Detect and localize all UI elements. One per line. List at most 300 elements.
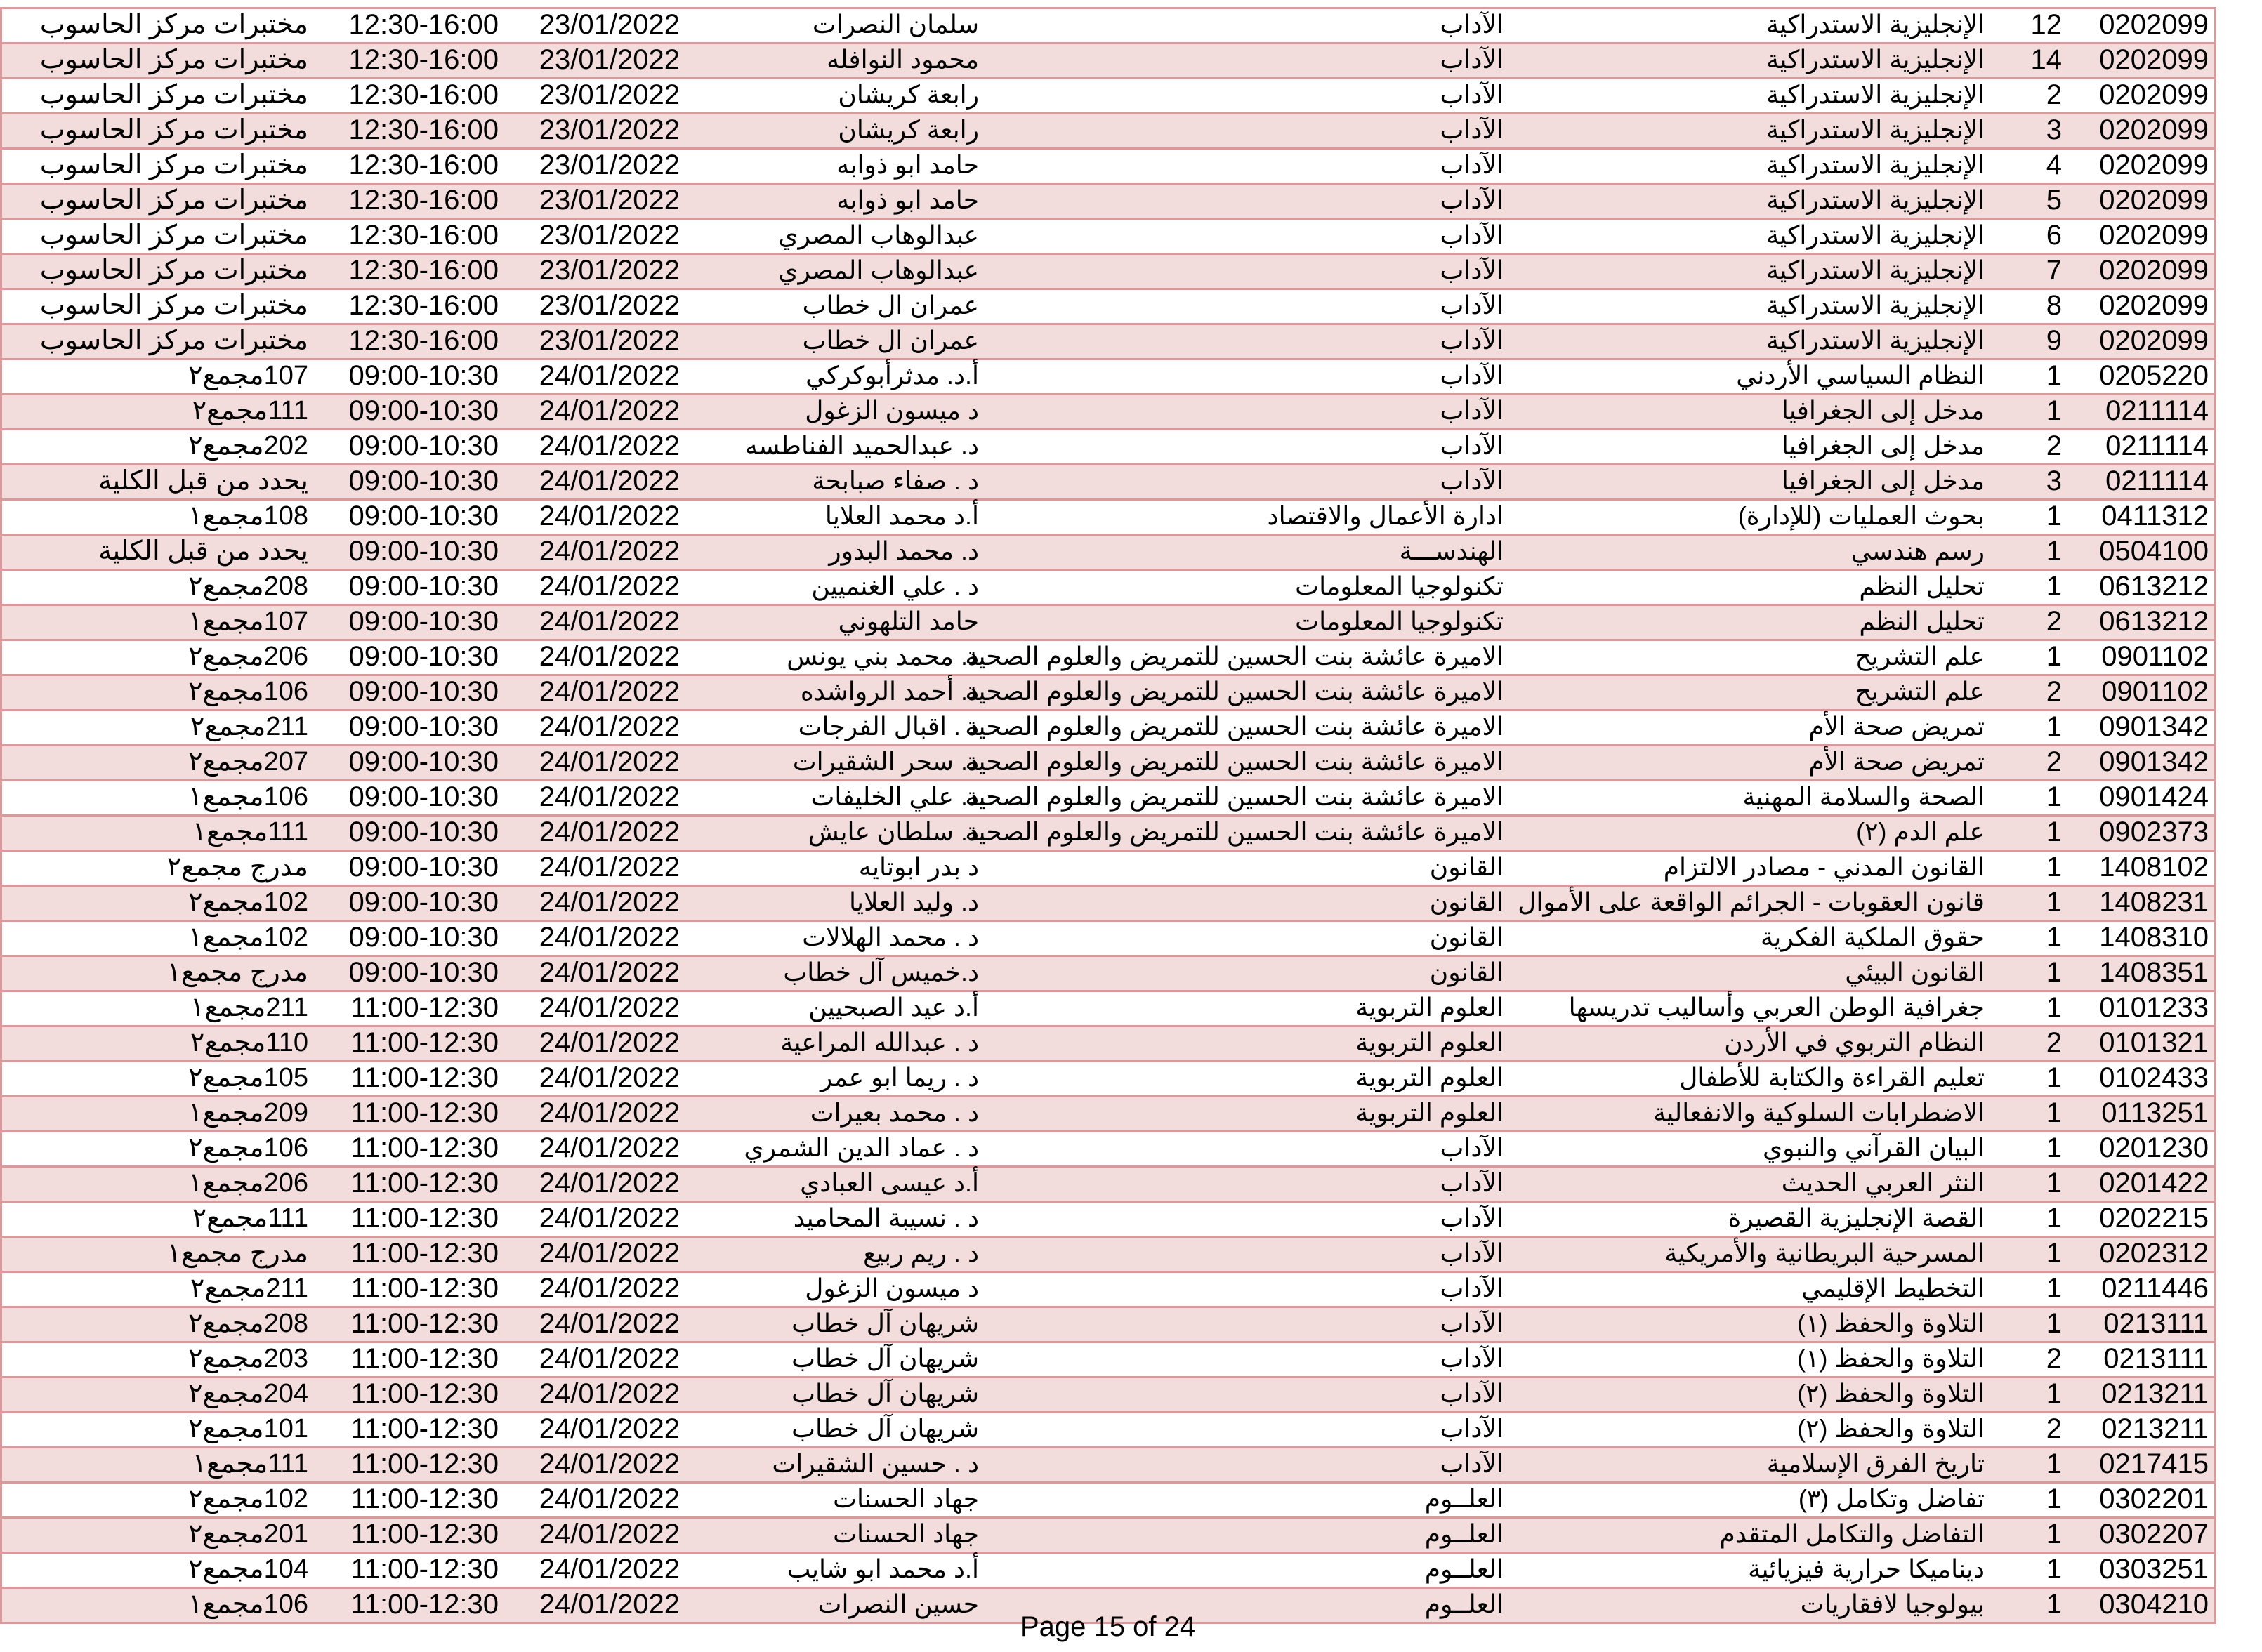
exam-date: 24/01/2022 xyxy=(539,887,680,918)
course-code: 0202099 xyxy=(2099,44,2209,75)
exam-time: 11:00-12:30 xyxy=(350,1343,499,1374)
exam-date: 23/01/2022 xyxy=(539,44,680,75)
exam-time: 09:00-10:30 xyxy=(348,676,499,707)
college-name: القانون xyxy=(1429,852,1504,881)
college-name: العلــوم xyxy=(1424,1484,1504,1513)
exam-room: يحدد من قبل الكلية xyxy=(98,536,308,566)
course-name: الإنجليزية الاستدراكية xyxy=(1766,150,1985,179)
course-name: الإنجليزية الاستدراكية xyxy=(1766,10,1985,39)
exam-room: 208مجمع٢ xyxy=(188,571,308,601)
exam-time: 12:30-16:00 xyxy=(348,290,499,321)
instructor-name: شريهان آل خطاب xyxy=(791,1344,979,1373)
college-name: الآداب xyxy=(1440,115,1504,144)
instructor-name: د . محمد الهلالات xyxy=(802,923,979,951)
course-code: 0901342 xyxy=(2099,711,2209,742)
exam-time: 09:00-10:30 xyxy=(348,430,499,461)
course-code: 0113251 xyxy=(2101,1097,2209,1128)
section-number: 1 xyxy=(2046,360,2062,391)
course-code: 0205220 xyxy=(2099,360,2209,391)
college-name: تكنولوجيا المعلومات xyxy=(1295,607,1504,635)
exam-date: 23/01/2022 xyxy=(539,150,680,180)
instructor-name: د. محمد بني يونس xyxy=(787,642,979,670)
course-code: 0213111 xyxy=(2103,1308,2209,1339)
course-code: 0901424 xyxy=(2099,781,2209,812)
instructor-name: د.خميس آل خطاب xyxy=(783,958,979,986)
instructor-name: د. علي الخليفات xyxy=(810,782,979,811)
table-row xyxy=(2,1484,2214,1519)
exam-time: 11:00-12:30 xyxy=(350,1203,499,1234)
exam-date: 24/01/2022 xyxy=(539,571,680,602)
instructor-name: د. أحمد الرواشده xyxy=(800,677,979,706)
college-name: الآداب xyxy=(1440,150,1504,179)
college-name: القانون xyxy=(1429,923,1504,951)
exam-date: 24/01/2022 xyxy=(539,641,680,672)
instructor-name: د . صفاء صبابحة xyxy=(812,466,979,495)
course-code: 0211114 xyxy=(2105,395,2209,426)
table-row xyxy=(2,606,2214,641)
course-name: البيان القرآني والنبوي xyxy=(1762,1133,1985,1162)
course-name: تفاضل وتكامل (٣) xyxy=(1798,1484,1985,1513)
college-name: العلوم التربوية xyxy=(1355,1098,1504,1127)
table-row xyxy=(2,746,2214,781)
exam-date: 24/01/2022 xyxy=(539,676,680,707)
exam-date: 23/01/2022 xyxy=(539,9,680,40)
course-name: تاريخ الفرق الإسلامية xyxy=(1766,1449,1985,1478)
course-name: الصحة والسلامة المهنية xyxy=(1742,782,1985,811)
instructor-name: شريهان آل خطاب xyxy=(791,1379,979,1408)
course-name: مدخل إلى الجغرافيا xyxy=(1781,431,1985,460)
course-name: التلاوة والحفظ (١) xyxy=(1797,1309,1985,1337)
course-code: 0302207 xyxy=(2099,1519,2209,1549)
exam-time: 11:00-12:30 xyxy=(350,1238,499,1269)
exam-time: 11:00-12:30 xyxy=(350,1519,499,1549)
course-code: 0202099 xyxy=(2099,9,2209,40)
table-row xyxy=(2,1378,2214,1413)
college-name: الاميرة عائشة بنت الحسين للتمريض والعلوم الصحية xyxy=(965,677,1504,706)
exam-room: 106مجمع٢ xyxy=(188,677,308,706)
instructor-name: شريهان آل خطاب xyxy=(791,1414,979,1443)
exam-room: 108مجمع١ xyxy=(188,501,308,531)
college-name: الآداب xyxy=(1440,256,1504,284)
table-row xyxy=(2,395,2214,430)
college-name: العلوم التربوية xyxy=(1355,1028,1504,1057)
exam-date: 24/01/2022 xyxy=(539,1343,680,1374)
exam-time: 12:30-16:00 xyxy=(348,185,499,216)
exam-room: 211مجمع٢ xyxy=(190,1274,308,1303)
exam-time: 09:00-10:30 xyxy=(348,465,499,496)
course-name: الإنجليزية الاستدراكية xyxy=(1766,45,1985,74)
course-code: 0302201 xyxy=(2099,1484,2209,1514)
exam-time: 09:00-10:30 xyxy=(348,711,499,742)
instructor-name: د . حسين الشقيرات xyxy=(772,1449,979,1478)
college-name: الآداب xyxy=(1440,326,1504,355)
table-row xyxy=(2,150,2214,185)
college-name: تكنولوجيا المعلومات xyxy=(1295,571,1504,600)
exam-date: 24/01/2022 xyxy=(539,1484,680,1514)
exam-date: 24/01/2022 xyxy=(539,1238,680,1269)
section-number: 1 xyxy=(2046,781,2062,812)
instructor-name: محمود النوافله xyxy=(827,45,979,74)
section-number: 1 xyxy=(2046,1308,2062,1339)
exam-date: 24/01/2022 xyxy=(539,395,680,426)
course-code: 0902373 xyxy=(2099,817,2209,847)
course-code: 0303251 xyxy=(2099,1554,2209,1585)
course-name: التلاوة والحفظ (٢) xyxy=(1797,1414,1985,1443)
course-code: 0202215 xyxy=(2099,1203,2209,1234)
exam-room: 105مجمع٢ xyxy=(188,1063,308,1092)
college-name: القانون xyxy=(1429,887,1504,916)
exam-room: 203مجمع٢ xyxy=(188,1344,308,1373)
course-code: 0101233 xyxy=(2099,992,2209,1023)
instructor-name: عبدالوهاب المصري xyxy=(778,256,979,284)
instructor-name: د . محمد بعيرات xyxy=(810,1098,979,1127)
course-code: 0101321 xyxy=(2099,1027,2209,1058)
exam-room: 101مجمع٢ xyxy=(188,1414,308,1443)
table-row xyxy=(2,1343,2214,1378)
instructor-name: شريهان آل خطاب xyxy=(791,1309,979,1337)
exam-time: 12:30-16:00 xyxy=(348,150,499,180)
table-row xyxy=(2,1448,2214,1484)
exam-time: 12:30-16:00 xyxy=(348,114,499,145)
exam-time: 11:00-12:30 xyxy=(350,1413,499,1444)
college-name: الاميرة عائشة بنت الحسين للتمريض والعلوم الصحية xyxy=(965,782,1504,811)
exam-date: 24/01/2022 xyxy=(539,1413,680,1444)
course-name: القانون المدني - مصادر الالتزام xyxy=(1663,852,1985,881)
exam-time: 11:00-12:30 xyxy=(350,1273,499,1304)
college-name: الآداب xyxy=(1440,466,1504,495)
exam-time: 11:00-12:30 xyxy=(350,1554,499,1585)
exam-room: مختبرات مركز الحاسوب xyxy=(39,185,308,215)
table-row xyxy=(2,676,2214,711)
instructor-name: أ.د. مدثرأبوكركي xyxy=(805,361,979,390)
section-number: 3 xyxy=(2046,114,2062,145)
course-code: 0202099 xyxy=(2099,114,2209,145)
exam-time: 11:00-12:30 xyxy=(350,1448,499,1479)
instructor-name: د. محمد البدور xyxy=(829,536,979,565)
course-name: علم الدم (٢) xyxy=(1856,817,1985,846)
course-code: 0211114 xyxy=(2105,465,2209,496)
exam-room: مختبرات مركز الحاسوب xyxy=(39,256,308,285)
table-row xyxy=(2,220,2214,255)
table-row xyxy=(2,817,2214,852)
exam-room: 102مجمع١ xyxy=(188,923,308,952)
course-name: التلاوة والحفظ (٢) xyxy=(1797,1379,1985,1408)
table-row xyxy=(2,44,2214,79)
exam-room: 102مجمع٢ xyxy=(188,887,308,917)
course-name: مدخل إلى الجغرافيا xyxy=(1781,396,1985,425)
section-number: 2 xyxy=(2046,676,2062,707)
course-code: 1408310 xyxy=(2099,922,2209,953)
exam-room: 107مجمع١ xyxy=(188,607,308,636)
section-number: 2 xyxy=(2046,1027,2062,1058)
college-name: الاميرة عائشة بنت الحسين للتمريض والعلوم الصحية xyxy=(965,817,1504,846)
section-number: 4 xyxy=(2046,150,2062,180)
college-name: الآداب xyxy=(1440,1449,1504,1478)
college-name: الاميرة عائشة بنت الحسين للتمريض والعلوم الصحية xyxy=(965,712,1504,741)
course-name: قانون العقوبات - الجرائم الواقعة على الأموال xyxy=(1518,887,1985,916)
college-name: الآداب xyxy=(1440,1168,1504,1197)
instructor-name: د. عبدالحميد الفناطسه xyxy=(744,431,979,460)
section-number: 1 xyxy=(2046,992,2062,1023)
table-row xyxy=(2,957,2214,992)
course-code: 0411312 xyxy=(2101,501,2209,531)
course-code: 0202312 xyxy=(2099,1238,2209,1269)
course-code: 1408231 xyxy=(2099,887,2209,918)
course-code: 0901102 xyxy=(2101,676,2209,707)
course-name: القانون البيئي xyxy=(1845,958,1985,986)
college-name: ادارة الأعمال والاقتصاد xyxy=(1267,501,1504,530)
college-name: الآداب xyxy=(1440,1238,1504,1267)
course-code: 0211114 xyxy=(2105,430,2209,461)
table-row xyxy=(2,1097,2214,1132)
exam-time: 09:00-10:30 xyxy=(348,571,499,602)
instructor-name: د. سحر الشقيرات xyxy=(792,747,979,776)
course-name: تعليم القراءة والكتابة للأطفال xyxy=(1679,1063,1985,1092)
exam-date: 24/01/2022 xyxy=(539,1589,680,1620)
college-name: العلوم التربوية xyxy=(1355,1063,1504,1092)
table-row xyxy=(2,1027,2214,1062)
exam-room: 104مجمع٢ xyxy=(188,1554,308,1584)
exam-date: 24/01/2022 xyxy=(539,1027,680,1058)
exam-date: 24/01/2022 xyxy=(539,711,680,742)
course-code: 0213211 xyxy=(2101,1413,2209,1444)
table-row xyxy=(2,852,2214,887)
course-code: 0613212 xyxy=(2099,571,2209,602)
exam-time: 09:00-10:30 xyxy=(348,922,499,953)
section-number: 1 xyxy=(2046,536,2062,567)
course-name: التخطيط الإقليمي xyxy=(1801,1274,1985,1302)
section-number: 1 xyxy=(2046,1168,2062,1198)
section-number: 1 xyxy=(2046,1203,2062,1234)
instructor-name: عمران ال خطاب xyxy=(802,326,979,355)
course-name: الإنجليزية الاستدراكية xyxy=(1766,256,1985,284)
course-name: حقوق الملكية الفكرية xyxy=(1761,923,1985,951)
course-code: 0304210 xyxy=(2099,1589,2209,1620)
section-number: 1 xyxy=(2046,887,2062,918)
instructor-name: عبدالوهاب المصري xyxy=(778,220,979,249)
course-code: 0202099 xyxy=(2099,185,2209,216)
table-row xyxy=(2,1413,2214,1448)
instructor-name: رابعة كريشان xyxy=(838,115,979,144)
course-code: 0202099 xyxy=(2099,220,2209,251)
exam-room: مختبرات مركز الحاسوب xyxy=(39,291,308,320)
exam-time: 09:00-10:30 xyxy=(348,641,499,672)
course-code: 0202099 xyxy=(2099,79,2209,110)
exam-time: 12:30-16:00 xyxy=(348,220,499,251)
exam-date: 23/01/2022 xyxy=(539,79,680,110)
section-number: 1 xyxy=(2046,571,2062,602)
instructor-name: د . علي الغنميين xyxy=(811,571,979,600)
college-name: الاميرة عائشة بنت الحسين للتمريض والعلوم الصحية xyxy=(965,747,1504,776)
table-row xyxy=(2,711,2214,746)
exam-room: مختبرات مركز الحاسوب xyxy=(39,220,308,250)
instructor-name: حامد ابو ذوابه xyxy=(836,185,979,214)
college-name: الآداب xyxy=(1440,1203,1504,1232)
course-name: التلاوة والحفظ (١) xyxy=(1797,1344,1985,1373)
instructor-name: د . عبدالله المراعية xyxy=(780,1028,979,1057)
course-name: علم التشريح xyxy=(1855,642,1985,670)
section-number: 1 xyxy=(2046,1062,2062,1093)
exam-date: 24/01/2022 xyxy=(539,360,680,391)
section-number: 1 xyxy=(2046,1484,2062,1514)
instructor-name: د . ريم ربيع xyxy=(863,1238,979,1267)
section-number: 2 xyxy=(2046,606,2062,637)
course-name: المسرحية البريطانية والأمريكية xyxy=(1664,1238,1985,1267)
course-name: تحليل النظم xyxy=(1859,571,1985,600)
exam-date: 24/01/2022 xyxy=(539,536,680,567)
exam-time: 09:00-10:30 xyxy=(348,781,499,812)
course-code: 0901342 xyxy=(2099,746,2209,777)
course-name: الإنجليزية الاستدراكية xyxy=(1766,220,1985,249)
college-name: الآداب xyxy=(1440,291,1504,319)
exam-room: 209مجمع١ xyxy=(188,1098,308,1128)
exam-time: 11:00-12:30 xyxy=(350,1168,499,1198)
instructor-name: أ.د عيسى العبادي xyxy=(800,1168,979,1197)
table-row xyxy=(2,571,2214,606)
exam-date: 24/01/2022 xyxy=(539,1554,680,1585)
course-name: ديناميكا حرارية فيزيائية xyxy=(1748,1554,1985,1583)
instructor-name: حامد التلهوني xyxy=(838,607,979,635)
table-row xyxy=(2,1519,2214,1554)
course-code: 0213211 xyxy=(2101,1378,2209,1409)
exam-date: 23/01/2022 xyxy=(539,185,680,216)
section-number: 1 xyxy=(2046,1378,2062,1409)
course-code: 0102433 xyxy=(2099,1062,2209,1093)
exam-room: يحدد من قبل الكلية xyxy=(98,466,308,496)
course-code: 1408351 xyxy=(2099,957,2209,988)
section-number: 1 xyxy=(2046,1589,2062,1620)
exam-time: 11:00-12:30 xyxy=(350,1484,499,1514)
section-number: 2 xyxy=(2046,746,2062,777)
college-name: العلــوم xyxy=(1424,1519,1504,1548)
college-name: الآداب xyxy=(1440,431,1504,460)
section-number: 7 xyxy=(2046,255,2062,286)
exam-time: 12:30-16:00 xyxy=(348,325,499,356)
exam-room: 110مجمع٢ xyxy=(190,1028,308,1057)
exam-date: 24/01/2022 xyxy=(539,1168,680,1198)
course-code: 0202099 xyxy=(2099,255,2209,286)
table-row xyxy=(2,1062,2214,1097)
course-name: الإنجليزية الاستدراكية xyxy=(1766,185,1985,214)
instructor-name: د ميسون الزغول xyxy=(805,1274,979,1302)
section-number: 1 xyxy=(2046,1554,2062,1585)
instructor-name: عمران ال خطاب xyxy=(802,291,979,319)
course-name: النظام التربوي في الأردن xyxy=(1724,1028,1985,1057)
exam-date: 24/01/2022 xyxy=(539,501,680,531)
exam-time: 09:00-10:30 xyxy=(348,606,499,637)
table-row xyxy=(2,465,2214,501)
table-row xyxy=(2,79,2214,114)
table-row xyxy=(2,360,2214,395)
course-name: تحليل النظم xyxy=(1859,607,1985,635)
college-name: العلــوم xyxy=(1424,1590,1504,1618)
college-name: الآداب xyxy=(1440,1344,1504,1373)
section-number: 1 xyxy=(2046,395,2062,426)
course-name: علم التشريح xyxy=(1855,677,1985,706)
exam-date: 23/01/2022 xyxy=(539,220,680,251)
exam-time: 09:00-10:30 xyxy=(348,957,499,988)
section-number: 1 xyxy=(2046,501,2062,531)
exam-room: مختبرات مركز الحاسوب xyxy=(39,326,308,355)
section-number: 1 xyxy=(2046,641,2062,672)
section-number: 1 xyxy=(2046,852,2062,883)
section-number: 1 xyxy=(2046,711,2062,742)
section-number: 2 xyxy=(2046,79,2062,110)
table-row xyxy=(2,1308,2214,1343)
course-name: تمريض صحة الأم xyxy=(1808,712,1985,741)
table-row xyxy=(2,641,2214,676)
section-number: 1 xyxy=(2046,922,2062,953)
table-row xyxy=(2,1273,2214,1308)
table-row xyxy=(2,325,2214,360)
exam-time: 11:00-12:30 xyxy=(350,1132,499,1163)
section-number: 8 xyxy=(2046,290,2062,321)
exam-date: 24/01/2022 xyxy=(539,1519,680,1549)
instructor-name: حسين النصرات xyxy=(817,1590,979,1618)
college-name: العلوم التربوية xyxy=(1355,993,1504,1022)
section-number: 2 xyxy=(2046,430,2062,461)
section-number: 1 xyxy=(2046,1132,2062,1163)
table-row xyxy=(2,922,2214,957)
course-name: الإنجليزية الاستدراكية xyxy=(1766,326,1985,355)
exam-room: 106مجمع١ xyxy=(188,1590,308,1619)
exam-time: 11:00-12:30 xyxy=(350,1308,499,1339)
exam-time: 09:00-10:30 xyxy=(348,887,499,918)
course-name: تمريض صحة الأم xyxy=(1808,747,1985,776)
exam-room: 106مجمع١ xyxy=(188,782,308,812)
exam-room: مدرج مجمع١ xyxy=(166,958,308,987)
section-number: 5 xyxy=(2046,185,2062,216)
instructor-name: سلمان النصرات xyxy=(812,10,979,39)
exam-time: 09:00-10:30 xyxy=(348,746,499,777)
section-number: 1 xyxy=(2046,1273,2062,1304)
course-name: الإنجليزية الاستدراكية xyxy=(1766,80,1985,109)
section-number: 1 xyxy=(2046,1097,2062,1128)
exam-time: 09:00-10:30 xyxy=(348,501,499,531)
table-row xyxy=(2,9,2214,44)
exam-date: 23/01/2022 xyxy=(539,114,680,145)
exam-room: 202مجمع٢ xyxy=(188,431,308,461)
exam-date: 24/01/2022 xyxy=(539,1097,680,1128)
section-number: 3 xyxy=(2046,465,2062,496)
instructor-name: د. سلطان عايش xyxy=(808,817,979,846)
exam-room: 107مجمع٢ xyxy=(188,361,308,390)
section-number: 6 xyxy=(2046,220,2062,251)
college-name: الآداب xyxy=(1440,185,1504,214)
section-number: 1 xyxy=(2046,1238,2062,1269)
exam-date: 23/01/2022 xyxy=(539,255,680,286)
page-number-footer: Page 15 of 24 xyxy=(1020,1611,1196,1642)
instructor-name: حامد ابو ذوابه xyxy=(836,150,979,179)
course-code: 0213111 xyxy=(2103,1343,2209,1374)
course-name: مدخل إلى الجغرافيا xyxy=(1781,466,1985,495)
exam-date: 24/01/2022 xyxy=(539,1203,680,1234)
exam-date: 24/01/2022 xyxy=(539,1273,680,1304)
instructor-name: أ.د عيد الصبحيين xyxy=(808,993,979,1022)
exam-date: 24/01/2022 xyxy=(539,781,680,812)
college-name: القانون xyxy=(1429,958,1504,986)
section-number: 1 xyxy=(2046,957,2062,988)
course-code: 0211446 xyxy=(2101,1273,2209,1304)
college-name: الآداب xyxy=(1440,1274,1504,1302)
table-row xyxy=(2,114,2214,150)
course-code: 0504100 xyxy=(2099,536,2209,567)
instructor-name: أ.د محمد ابو شايب xyxy=(787,1554,979,1583)
exam-time: 11:00-12:30 xyxy=(350,1378,499,1409)
exam-time: 09:00-10:30 xyxy=(348,395,499,426)
exam-room: 206مجمع١ xyxy=(188,1168,308,1198)
exam-date: 24/01/2022 xyxy=(539,992,680,1023)
